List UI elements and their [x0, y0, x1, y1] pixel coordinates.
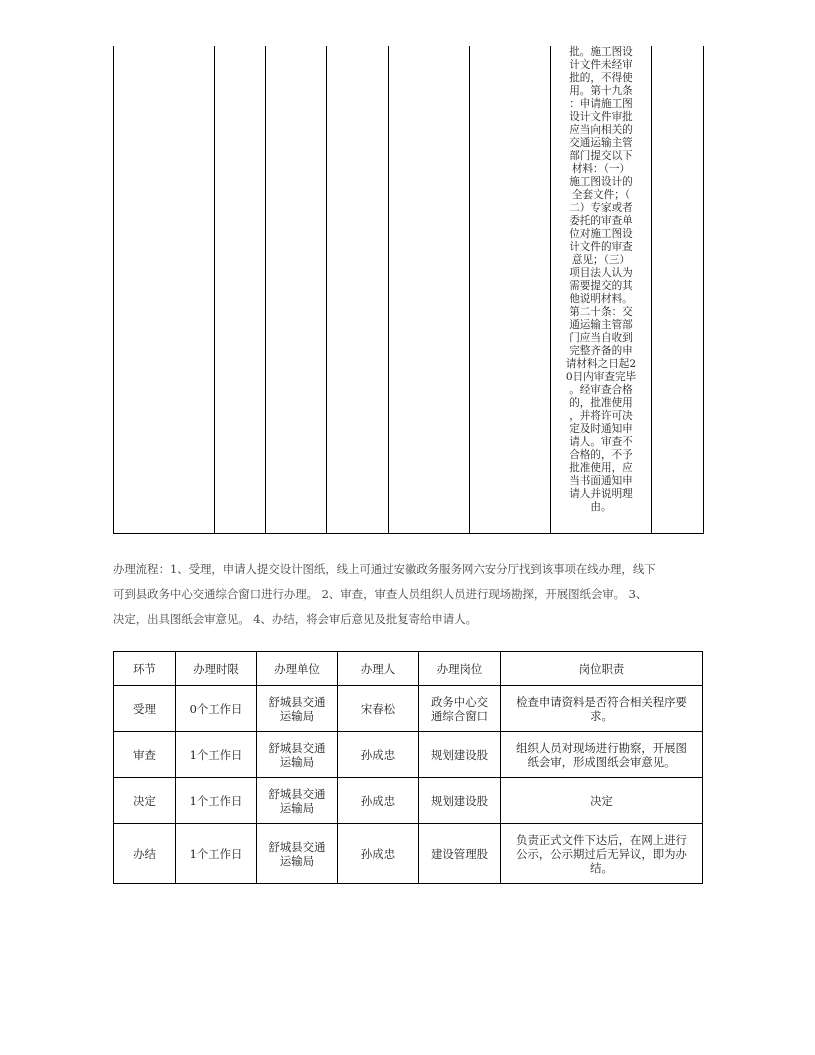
header-stage: 环节 — [114, 652, 176, 686]
header-duty: 岗位职责 — [501, 652, 703, 686]
cell-handler: 孙成忠 — [338, 824, 419, 884]
header-handler: 办理人 — [338, 652, 419, 686]
column-divider — [388, 46, 389, 533]
legal-text-line: 需要提交的其 — [569, 280, 633, 292]
cell-handler: 孙成忠 — [338, 778, 419, 824]
header-unit: 办理单位 — [257, 652, 338, 686]
legal-text-line: 用。第十九条 — [569, 85, 633, 97]
legal-text-line: 批。施工图设 — [569, 46, 633, 58]
cell-time-limit: 1个工作日 — [176, 778, 257, 824]
legal-text-line: 计文件未经审 — [569, 59, 633, 71]
process-line: 可到县政务中心交通综合窗口进行办理。 2、审查，审查人员组织人员进行现场勘探，开展图纸会审。 3、 — [113, 587, 648, 601]
continuation-table — [113, 46, 704, 534]
legal-text-line: 门应当自收到 — [569, 332, 633, 344]
cell-post: 规划建设股 — [419, 732, 501, 778]
legal-text-line: 完整齐备的申 — [569, 345, 633, 357]
cell-stage: 受理 — [114, 686, 176, 732]
cell-duty: 决定 — [501, 778, 703, 824]
cell-stage: 审查 — [114, 732, 176, 778]
legal-text-line: 由。 — [590, 501, 612, 513]
cell-post: 规划建设股 — [419, 778, 501, 824]
legal-text-line: 设计文件审批 — [569, 111, 633, 123]
table-row — [114, 686, 703, 732]
column-divider — [265, 46, 266, 533]
header-post: 办理岗位 — [419, 652, 501, 686]
role-table — [113, 651, 703, 884]
legal-text-line: 施工图设计的 — [569, 176, 633, 188]
cell-stage: 办结 — [114, 824, 176, 884]
legal-text-line: 交通运输主管 — [569, 137, 633, 149]
legal-text-line: 批的，不得使 — [569, 72, 633, 84]
cell-handler: 宋春松 — [338, 686, 419, 732]
cell-stage: 决定 — [114, 778, 176, 824]
legal-text-line: 全套文件；（ — [571, 189, 631, 201]
legal-text-line: 的，批准使用 — [569, 397, 633, 409]
table-header-row — [114, 652, 703, 686]
table-row — [114, 824, 703, 884]
cell-time-limit: 1个工作日 — [176, 824, 257, 884]
legal-text-line: 项目法人认为 — [569, 267, 633, 279]
legal-text-line: 委托的审查单 — [569, 215, 633, 227]
column-divider — [651, 46, 652, 533]
cell-time-limit: 0个工作日 — [176, 686, 257, 732]
cell-duty: 组织人员对现场进行勘察，开展图 纸会审，形成图纸会审意见。 — [501, 732, 703, 778]
legal-text-line: 批准使用，应 — [569, 462, 633, 474]
legal-basis-cell — [551, 46, 651, 533]
legal-text-line: 0日内审查完毕 — [565, 371, 637, 383]
legal-text-line: 应当向相关的 — [569, 124, 633, 136]
cell-time-limit: 1个工作日 — [176, 732, 257, 778]
legal-text-line: ，并将许可决 — [569, 410, 633, 422]
legal-text-line: 请人。审查不 — [569, 436, 633, 448]
cell-unit: 舒城县交通 运输局 — [257, 732, 338, 778]
cell-post: 建设管理股 — [419, 824, 501, 884]
legal-text-line: 当书面通知申 — [569, 475, 633, 487]
legal-text-line: 位对施工图设 — [569, 228, 633, 240]
cell-handler: 孙成忠 — [338, 732, 419, 778]
table-row — [114, 778, 703, 824]
cell-unit: 舒城县交通 运输局 — [257, 824, 338, 884]
cell-duty: 检查申请资料是否符合相关程序要 求。 — [501, 686, 703, 732]
legal-text-line: 。经审查合格 — [569, 384, 633, 396]
process-line: 决定，出具图纸会审意见。 4、办结，将会审后意见及批复寄给申请人。 — [113, 612, 477, 626]
legal-text-line: 第二十条：交 — [569, 306, 633, 318]
legal-text-line: 他说明材料。 — [569, 293, 633, 305]
cell-unit: 舒城县交通 运输局 — [257, 686, 338, 732]
legal-text-line: 通运输主管部 — [569, 319, 633, 331]
column-divider — [214, 46, 215, 533]
table-row — [114, 732, 703, 778]
legal-text-line: 定及时通知申 — [569, 423, 633, 435]
column-divider — [469, 46, 470, 533]
cell-duty: 负责正式文件下达后，在网上进行 公示，公示期过后无异议，即为办 结。 — [501, 824, 703, 884]
legal-text-line: 二）专家或者 — [569, 202, 633, 214]
legal-text-line: 合格的，不予 — [569, 449, 633, 461]
process-description — [113, 557, 713, 632]
legal-text-line: 部门提交以下 — [569, 150, 633, 162]
column-divider — [326, 46, 327, 533]
legal-text-line: 材料：（一） — [571, 163, 631, 175]
legal-text-line: 请材料之日起2 — [565, 358, 637, 370]
cell-unit: 舒城县交通 运输局 — [257, 778, 338, 824]
legal-text-line: ：申请施工图 — [569, 98, 633, 110]
header-time-limit: 办理时限 — [176, 652, 257, 686]
legal-text-line: 意见；（三） — [571, 254, 631, 266]
cell-post: 政务中心交 通综合窗口 — [419, 686, 501, 732]
process-line: 办理流程：1、受理，申请人提交设计图纸，线上可通过安徽政务服务网六安分厅找到该事项在线办理，线下 — [113, 562, 656, 576]
legal-text-line: 计文件的审查 — [569, 241, 633, 253]
legal-text-line: 请人并说明理 — [569, 488, 633, 500]
